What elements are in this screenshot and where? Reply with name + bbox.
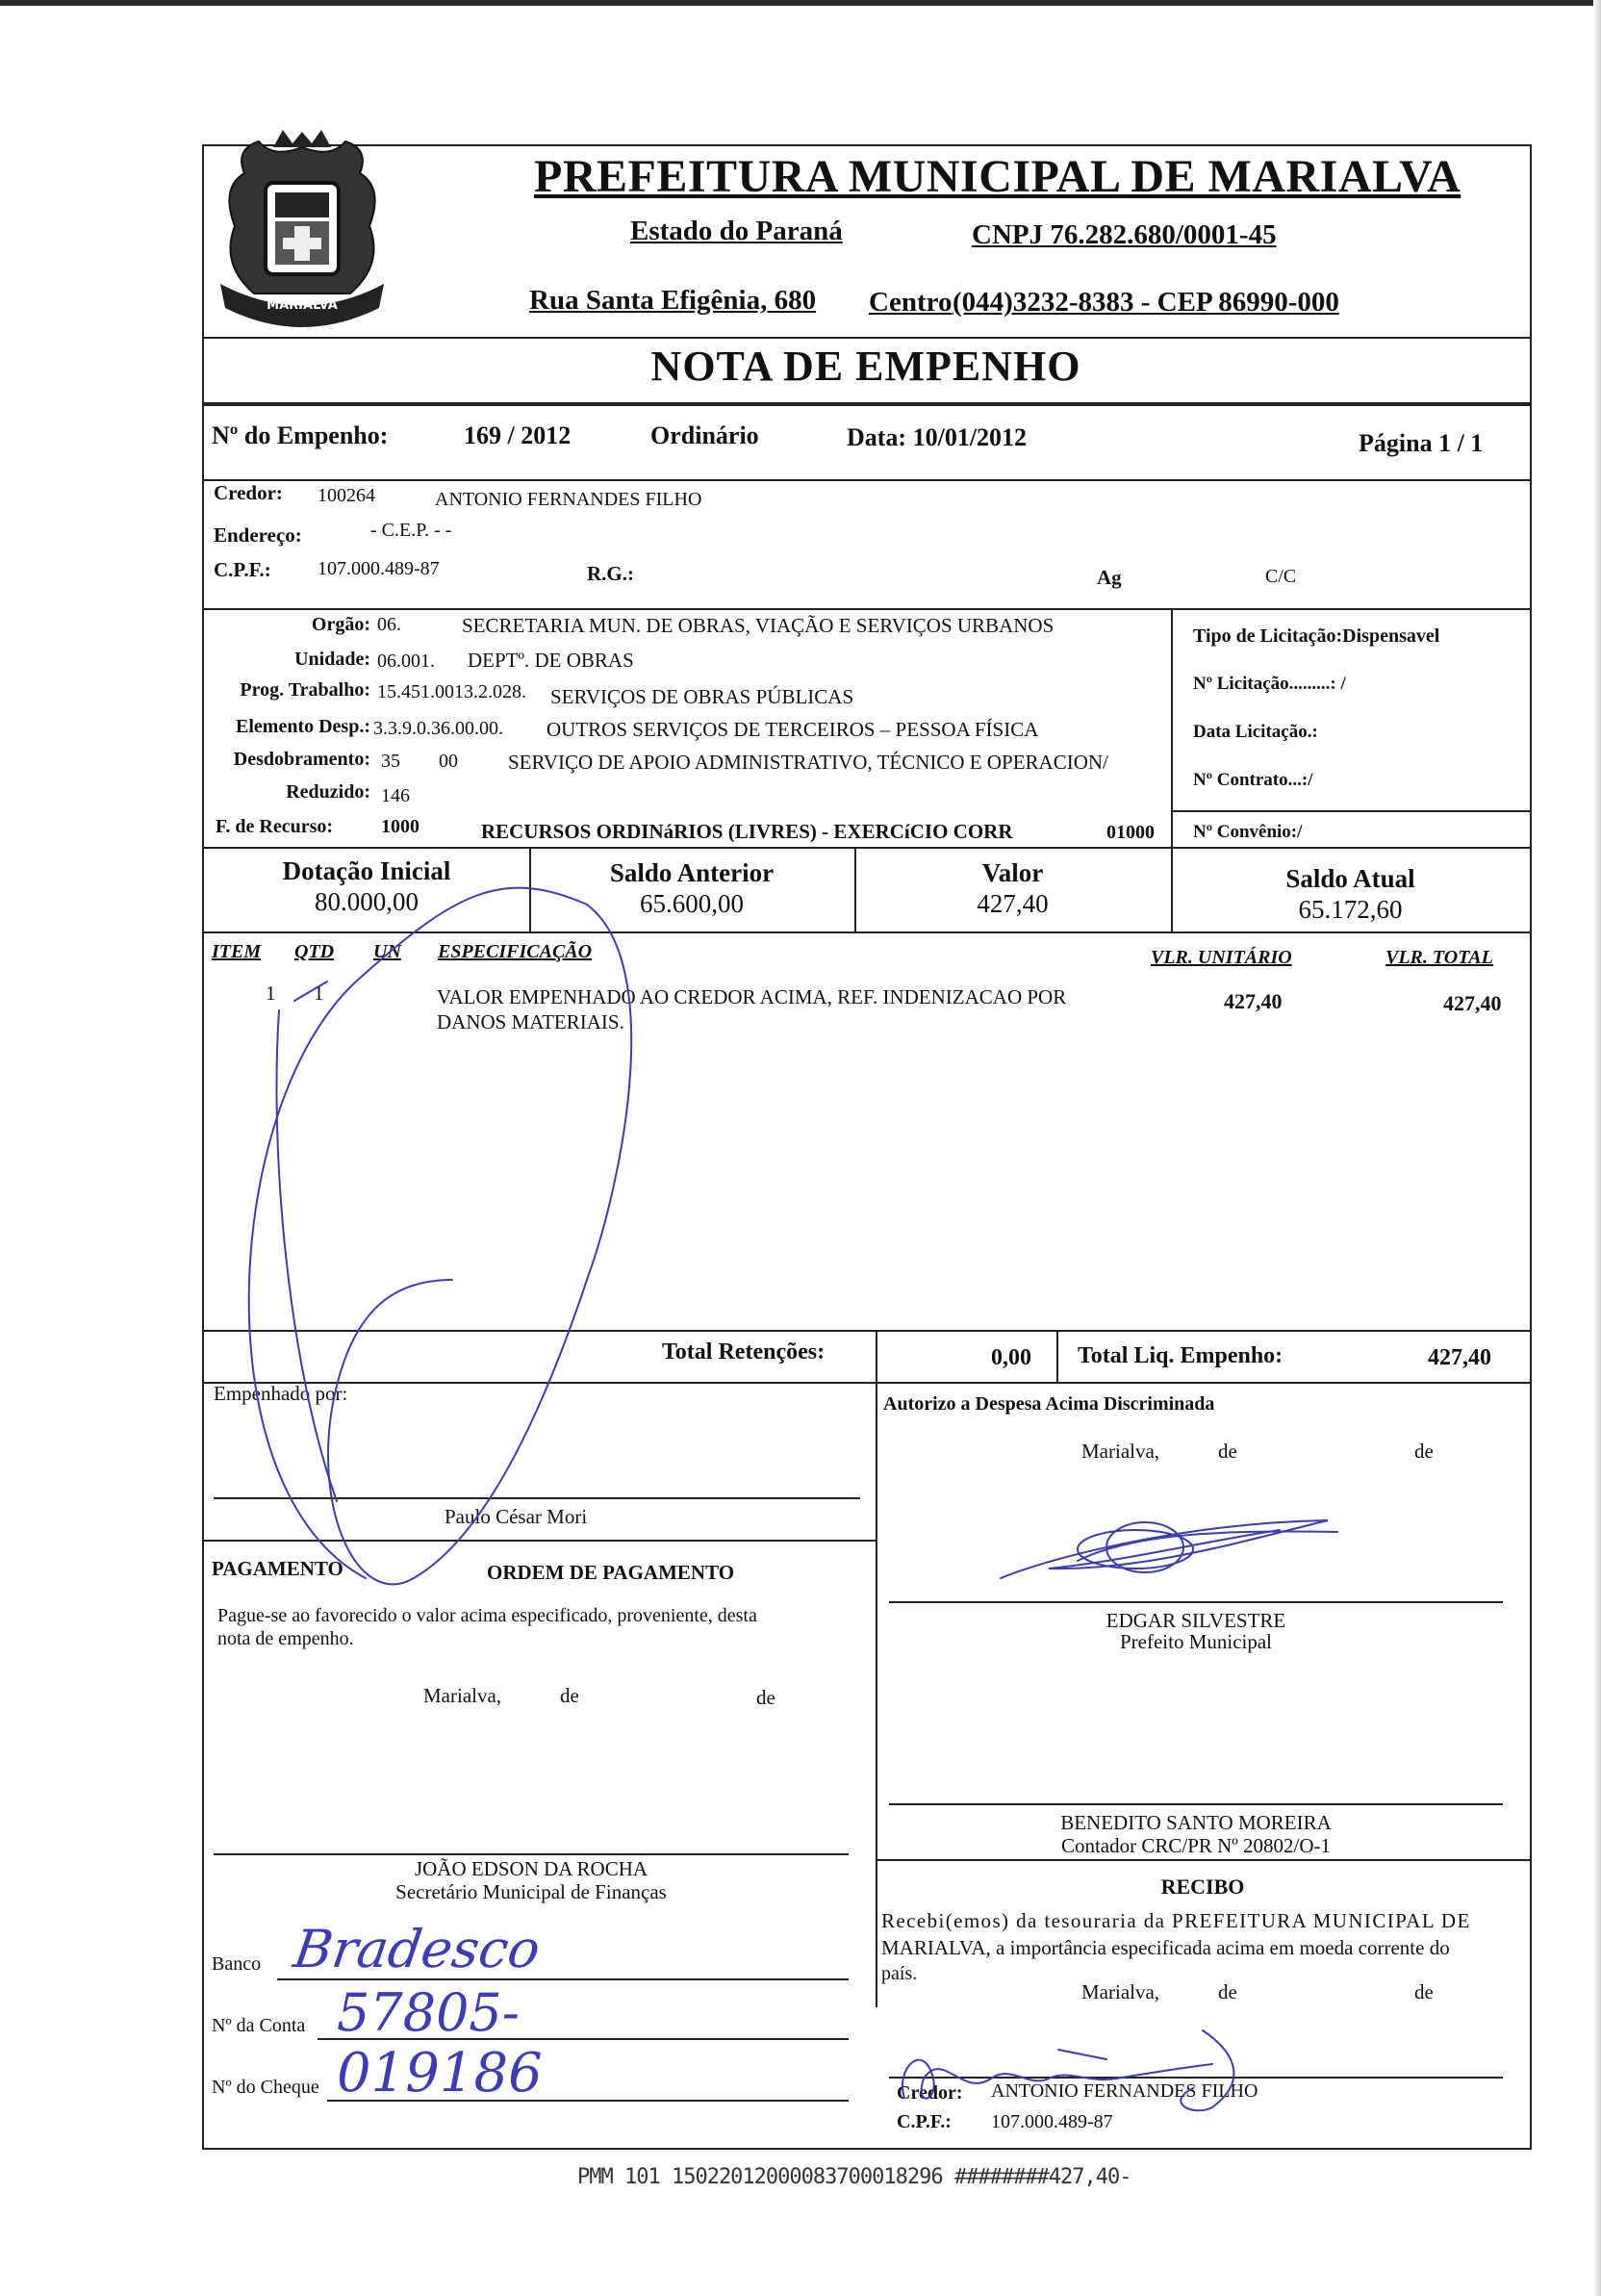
conta-label: Nº da Conta bbox=[212, 2015, 306, 2036]
credor-code: 100264 bbox=[318, 485, 375, 506]
dotacao-label: Dotação Inicial bbox=[282, 856, 451, 885]
recibo-texto-2: MARIALVA, a importância especificada acima em moeda corrente do bbox=[881, 1936, 1450, 1959]
empenho-number: 169 / 2012 bbox=[464, 421, 572, 449]
rule bbox=[876, 1330, 877, 1382]
recurso-number: 01000 bbox=[1106, 822, 1155, 843]
recibo-credor-label: Credor: bbox=[897, 2082, 963, 2104]
endereco-value: - C.E.P. - - bbox=[370, 520, 452, 541]
saldo-atual-value: 65.172,60 bbox=[1298, 895, 1403, 924]
ag-label: Ag bbox=[1097, 566, 1122, 589]
elemento-label: Elemento Desp.: bbox=[236, 716, 370, 737]
saldo-atual-label: Saldo Atual bbox=[1285, 864, 1415, 893]
recibo-cpf-value: 107.000.489-87 bbox=[991, 2111, 1113, 2132]
prog-name: SERVIÇOS DE OBRAS PÚBLICAS bbox=[550, 685, 854, 708]
pagamento-texto-1: Pague-se ao favorecido o valor acima especificado, proveniente, desta bbox=[217, 1605, 757, 1626]
col-header-un: UN bbox=[373, 941, 401, 962]
recibo-title: RECIBO bbox=[1160, 1875, 1245, 1899]
recibo-cpf-label: C.P.F.: bbox=[897, 2111, 952, 2132]
saldo-anterior-value: 65.600,00 bbox=[640, 889, 744, 918]
header-estado: Estado do Paraná bbox=[630, 216, 843, 246]
licitacao-tipo-text: Tipo de Licitação:Dispensavel bbox=[1193, 625, 1440, 647]
recurso-label: F. de Recurso: bbox=[216, 816, 334, 837]
empenho-label: Nº do Empenho: bbox=[212, 421, 389, 449]
recibo-texto-3: país. bbox=[881, 1963, 918, 1984]
header-cnpj: CNPJ 76.282.680/0001-45 bbox=[972, 219, 1277, 250]
banco-handwritten: Bradesco bbox=[290, 1919, 545, 1979]
rule bbox=[876, 1382, 877, 2007]
contador-crc: Contador CRC/PR Nº 20802/O-1 bbox=[1060, 1834, 1332, 1857]
licitacao-data: Data Licitação.: bbox=[1193, 722, 1318, 742]
elemento-name: OUTROS SERVIÇOS DE TERCEIROS – PESSOA FÍSICA bbox=[546, 718, 1039, 741]
recibo-local: Marialva, bbox=[1081, 1980, 1160, 2003]
conta-handwritten: 57805- bbox=[337, 1982, 521, 2043]
rule bbox=[1171, 810, 1530, 812]
empenhado-label: Empenhado por: bbox=[214, 1382, 348, 1405]
scan-top-edge bbox=[0, 0, 1601, 6]
empenho-date: Data: 10/01/2012 bbox=[847, 423, 1028, 451]
row-especificacao-1: VALOR EMPENHADO AO CREDOR ACIMA, REF. INDENIZACAO POR bbox=[437, 985, 1067, 1008]
recurso-name: RECURSOS ORDINáRIOS (LIVRES) - EXERCíCIO CORR bbox=[481, 820, 1013, 843]
signature-line bbox=[214, 1853, 849, 1855]
col-header-especificacao: ESPECIFICAÇÃO bbox=[438, 941, 593, 962]
unidade-code: 06.001. bbox=[377, 651, 435, 672]
unidade-name: DEPTº. DE OBRAS bbox=[468, 649, 634, 672]
pagamento-de-2: de bbox=[756, 1686, 775, 1709]
credor-label: Credor: bbox=[214, 481, 283, 504]
authentication-code: PMM 101 15022012000083700018296 ########427,40- bbox=[577, 2165, 1131, 2189]
valor-label: Valor bbox=[981, 858, 1044, 887]
rule bbox=[202, 847, 1530, 849]
col-header-qtd: QTD bbox=[294, 941, 335, 962]
rule bbox=[202, 402, 1530, 406]
signature-line bbox=[214, 1497, 860, 1499]
signature-line bbox=[889, 1601, 1503, 1603]
rule bbox=[202, 931, 1530, 933]
empenho-type: Ordinário bbox=[650, 421, 759, 449]
col-header-vlr-unitario: VLR. UNITÁRIO bbox=[1151, 947, 1292, 968]
rule bbox=[202, 1330, 1530, 1332]
valor-value: 427,40 bbox=[977, 889, 1049, 918]
rule bbox=[202, 608, 1530, 610]
prefeito-cargo: Prefeito Municipal bbox=[1119, 1630, 1273, 1653]
header-phone-cep: (044)3232-8383 - CEP 86990-000 bbox=[953, 287, 1339, 318]
credor-name: ANTONIO FERNANDES FILHO bbox=[435, 489, 702, 510]
retencoes-label: Total Retenções: bbox=[662, 1339, 826, 1365]
pagamento-de-1: de bbox=[560, 1684, 579, 1707]
municipal-coat-of-arms bbox=[206, 130, 398, 337]
row-especificacao-2: DANOS MATERIAIS. bbox=[437, 1010, 624, 1033]
prefeito-signature bbox=[991, 1503, 1376, 1590]
page-indicator: Página 1 / 1 bbox=[1359, 429, 1484, 457]
row-qtd: 1 bbox=[314, 982, 324, 1005]
recibo-de-1: de bbox=[1218, 1980, 1237, 2003]
licitacao-tipo bbox=[1193, 625, 1439, 648]
saldo-anterior-label: Saldo Anterior bbox=[609, 858, 775, 887]
pagamento-label: PAGAMENTO bbox=[212, 1557, 343, 1580]
cheque-label: Nº do Cheque bbox=[212, 2077, 319, 2098]
desdobramento-code-1: 35 bbox=[381, 751, 400, 772]
document-title: NOTA DE EMPENHO bbox=[650, 343, 1081, 390]
recibo-credor-nome: ANTONIO FERNANDES FILHO bbox=[991, 2080, 1258, 2102]
col-header-vlr-total: VLR. TOTAL bbox=[1385, 947, 1493, 968]
autorizo-label: Autorizo a Despesa Acima Discriminada bbox=[883, 1393, 1215, 1415]
autorizo-de-1: de bbox=[1218, 1440, 1237, 1463]
pagamento-local: Marialva, bbox=[423, 1684, 502, 1707]
autorizo-local: Marialva, bbox=[1081, 1440, 1160, 1463]
row-item: 1 bbox=[266, 982, 276, 1005]
logo-lettering: MARIALVA bbox=[267, 298, 338, 313]
contrato-numero: Nº Contrato...:/ bbox=[1193, 770, 1313, 790]
desdobramento-name: SERVIÇO DE APOIO ADMINISTRATIVO, TÉCNICO E OPERACION/ bbox=[508, 751, 1108, 774]
desdobramento-label: Desdobramento: bbox=[233, 749, 370, 770]
retencoes-value: 0,00 bbox=[991, 1345, 1031, 1370]
header-address: Rua Santa Efigênia, 680 bbox=[529, 285, 817, 316]
cc-label: C/C bbox=[1265, 566, 1297, 587]
rule bbox=[876, 1859, 1530, 1861]
cpf-value: 107.000.489-87 bbox=[318, 558, 440, 579]
scan-right-edge bbox=[1593, 0, 1601, 2296]
liquido-value: 427,40 bbox=[1428, 1345, 1491, 1370]
prog-label: Prog. Trabalho: bbox=[240, 679, 370, 701]
rule bbox=[202, 337, 1530, 339]
secretario-nome: JOÃO EDSON DA ROCHA bbox=[414, 1857, 648, 1880]
header-district: Centro bbox=[869, 287, 953, 318]
banco-label: Banco bbox=[212, 1953, 262, 1975]
rg-label: R.G.: bbox=[587, 562, 634, 585]
contador-nome: BENEDITO SANTO MOREIRA bbox=[1060, 1811, 1332, 1834]
prefeito-nome: EDGAR SILVESTRE bbox=[1105, 1609, 1286, 1632]
empenhado-nome: Paulo César Mori bbox=[445, 1505, 588, 1528]
rule bbox=[202, 1540, 876, 1542]
dotacao-value: 80.000,00 bbox=[315, 887, 419, 916]
elemento-code: 3.3.9.0.36.00.00. bbox=[373, 718, 503, 739]
credor-signature bbox=[885, 2011, 1289, 2117]
recibo-texto-1: Recebi(emos) da tesouraria da PREFEITURA MUNICIPAL DE bbox=[881, 1909, 1471, 1932]
rule bbox=[1056, 1330, 1058, 1382]
secretario-cargo: Secretário Municipal de Finanças bbox=[395, 1880, 667, 1903]
orgao-label: Orgão: bbox=[311, 614, 370, 635]
recibo-de-2: de bbox=[1414, 1980, 1434, 2003]
pagamento-texto-2: nota de empenho. bbox=[217, 1628, 354, 1649]
orgao-name: SECRETARIA MUN. DE OBRAS, VIAÇÃO E SERVIÇOS URBANOS bbox=[462, 614, 1055, 637]
cpf-label: C.P.F.: bbox=[214, 558, 271, 581]
header-title: PREFEITURA MUNICIPAL DE MARIALVA bbox=[534, 151, 1461, 202]
autorizo-de-2: de bbox=[1414, 1440, 1434, 1463]
rule bbox=[202, 1382, 1530, 1384]
liquido-label: Total Liq. Empenho: bbox=[1078, 1343, 1283, 1368]
endereco-label: Endereço: bbox=[214, 523, 302, 547]
ordem-pagamento-label: ORDEM DE PAGAMENTO bbox=[487, 1561, 735, 1584]
signature-line bbox=[889, 1803, 1503, 1805]
row-vlr-unitario: 427,40 bbox=[1224, 989, 1283, 1013]
table-row bbox=[202, 982, 1530, 1039]
orgao-code: 06. bbox=[377, 614, 401, 635]
reduzido-value: 146 bbox=[381, 785, 410, 806]
convenio-numero: Nº Convênio:/ bbox=[1193, 822, 1303, 842]
prog-code: 15.451.0013.2.028. bbox=[377, 681, 526, 702]
row-vlr-total: 427,40 bbox=[1443, 991, 1502, 1015]
unidade-label: Unidade: bbox=[294, 649, 370, 670]
col-header-item: ITEM bbox=[212, 941, 262, 962]
recurso-code: 1000 bbox=[381, 816, 419, 837]
cheque-handwritten: 019186 bbox=[337, 2042, 543, 2105]
reduzido-label: Reduzido: bbox=[286, 781, 370, 803]
desdobramento-code-2: 00 bbox=[439, 751, 458, 772]
licitacao-numero: Nº Licitação.........: / bbox=[1193, 674, 1346, 694]
rule bbox=[202, 479, 1530, 481]
